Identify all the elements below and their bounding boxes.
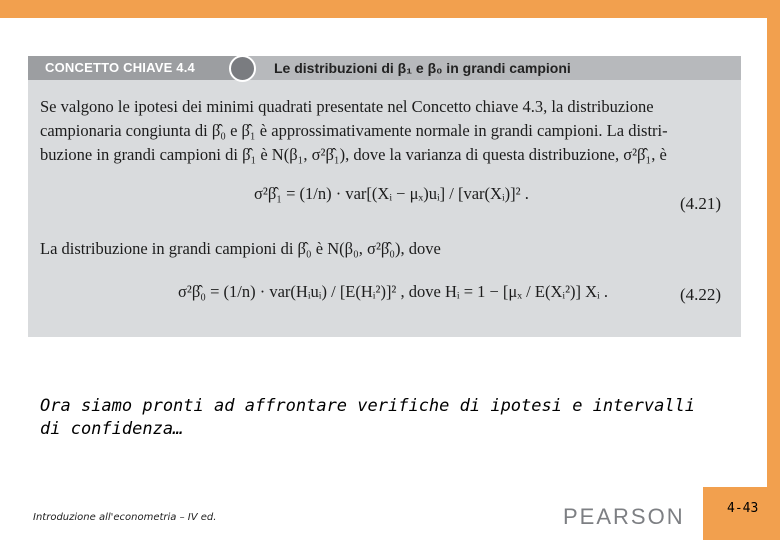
top-accent-bar [0,0,780,18]
page-number-box [703,487,780,540]
equation-4-22-number: (4.22) [680,285,722,304]
paragraph-line-1: Se valgono le ipotesi dei minimi quadrati presentate nel Concetto chiave 4.3, la distribuzione [40,97,654,116]
page-number: 4-43 [727,501,759,516]
equation-4-21: σ²β̂₁ = (1/n) · var[(Xᵢ − μₓ)uᵢ] / [var(Xᵢ)]² . [254,184,529,203]
key-concept-label-panel [28,56,244,80]
key-concept-circle-icon [229,55,256,82]
pearson-logo: PEARSON [563,504,685,529]
paragraph-line-3: buzione in grandi campioni di β̂₁ è N(β₁, σ²β̂₁), dove la varianza di questa distribuzione, σ²β̂₁, è [40,145,667,164]
key-concept-box [28,56,741,337]
key-concept-label: CONCETTO CHIAVE 4.4 [45,60,195,75]
right-accent-bar [767,0,780,540]
key-concept-header [28,56,741,80]
key-concept-title: Le distribuzioni di β₁ e β₀ in grandi campioni [274,60,571,76]
footer-book-title: Introduzione all'econometria – IV ed. [33,512,217,523]
paragraph-line-4: La distribuzione in grandi campioni di β̂₀ è N(β₀, σ²β̂₀), dove [40,239,441,258]
equation-4-21-number: (4.21) [680,194,722,213]
paragraph-line-2: campionaria congiunta di β̂₀ e β̂₁ è approssimativamente normale in grandi campioni. La distri- [40,121,668,140]
equation-4-22: σ²β̂₀ = (1/n) · var(Hᵢuᵢ) / [E(Hᵢ²)]² , dove Hᵢ = 1 − [μₓ / E(Xᵢ²)] Xᵢ . [178,282,609,301]
conclusion-text: Ora siamo pronti ad affrontare verifiche di ipotesi e intervalli di confidenza… [40,396,696,439]
